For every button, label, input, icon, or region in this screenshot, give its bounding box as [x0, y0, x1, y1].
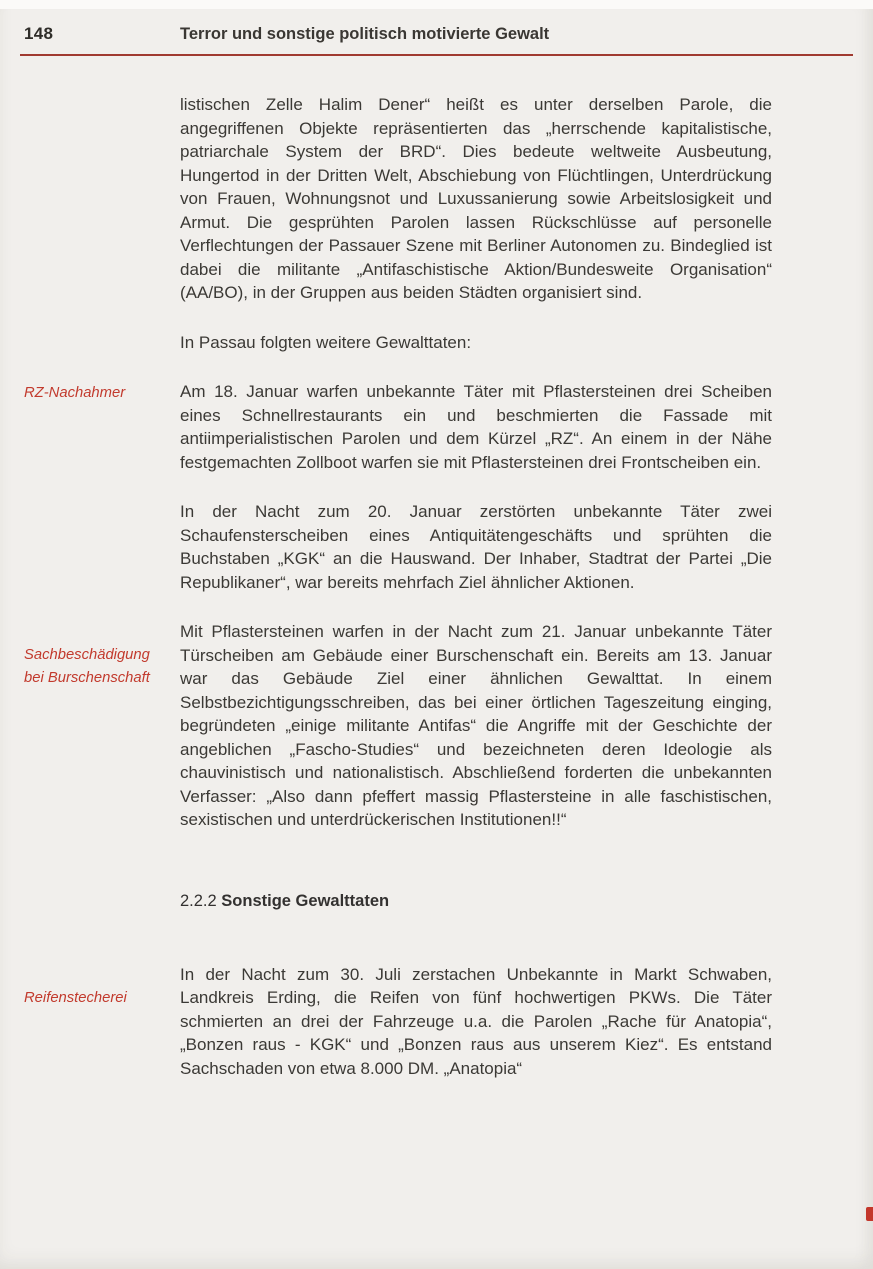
section-title: Sonstige Gewalttaten [221, 891, 390, 910]
section-heading [180, 892, 772, 911]
margin-note-rz-nachahmer: RZ-Nachahmer [24, 385, 126, 401]
paragraph-opening: listischen Zelle Halim Dener“ heißt es unter derselben Parole, die angegriffenen Objekte repräsentierten das „herrschende kapitalistische, patriarchale System der BRD“. Dies bedeute weltweite Ausbeutung, Hungertod in der Dritten Welt, Abschiebung von Flüchtlingen, Unterdrückung von Frauen, Wohnungsnot und Luxussanierung sowie Arbeitslosigkeit und Armut. Die gesprühten Parolen lassen Rückschlüsse auf personelle Verflechtungen der Passauer Szene mit Berliner Autonomen zu. Bindeglied ist dabei die militante „Antifaschistische Aktion/Bundesweite Organisation“ (AA/BO), in der Gruppen aus beiden Städten organisiert sind. [180, 95, 772, 302]
paragraph-row [0, 500, 873, 594]
page-number: 148 [24, 24, 54, 43]
margin-column [0, 620, 180, 832]
margin-column [0, 963, 180, 1081]
margin-note-reifenstecherei: Reifenstecherei [24, 989, 127, 1006]
paragraph-reifenstecherei: In der Nacht zum 30. Juli zerstachen Unbekannte in Markt Schwaben, Landkreis Erding, die Reifen von fünf hochwertigen PKWs. Die Täter schmierten an drei der Fahrzeuge u.a. die Parolen „Rache für Anatopia“, „Bonzen raus - KGK“ und „Bonzen raus aus unserem Kiez“. Es entstand Sachschaden von etwa 8.000 DM. „Anatopia“ [180, 964, 772, 1078]
scan-edge [0, 0, 873, 9]
text-column [180, 862, 772, 911]
header-rule [20, 54, 853, 56]
paragraph-row [0, 380, 873, 474]
margin-column [0, 331, 180, 355]
scan-red-edge-mark [866, 1207, 873, 1221]
text-column [180, 331, 772, 355]
paragraph-rz-nachahmer: Am 18. Januar warfen unbekannte Täter mit Pflastersteinen drei Scheiben eines Schnellrestaurants ein und beschmierten die Fassade mit antiimperialistischen Parolen und dem Kürzel „RZ“. An einem in der Nähe festgemachten Zollboot warfen sie mit Pflastersteinen drei Frontscheiben ein. [180, 382, 772, 472]
text-column [180, 620, 772, 832]
paragraph-antiquitaeten: In der Nacht zum 20. Januar zerstörten unbekannte Täter zwei Schaufensterscheiben eines Antiquitätengeschäfts und sprühten die Buchstaben „KGK“ an die Hauswand. Der Inhaber, Stadtrat der Partei „Die Republikaner“, war bereits mehrfach Ziel ähnlicher Aktionen. [180, 502, 772, 592]
paragraph-row [0, 620, 873, 832]
section-number: 2.2.2 [180, 891, 217, 910]
section-heading-row [0, 862, 873, 911]
paragraph-row [0, 963, 873, 1081]
text-column [180, 500, 772, 594]
margin-column [0, 93, 180, 305]
margin-note-sachbeschaedigung: Sachbeschädigung bei Burschenschaft [24, 647, 150, 686]
paragraph-burschenschaft: Mit Pflastersteinen warfen in der Nacht zum 21. Januar unbekannte Täter Türscheiben am Gebäude einer Burschenschaft ein. Bereits am 13. Januar war das Gebäude Ziel einer ähnlichen Gewalttat. In einem Selbstbezichtigungsschreiben, das bei einer örtlichen Tageszeitung einging, begründeten „einige militante Antifas“ die Angriffe mit der Geschichte der angeblichen „Fascho-Studies“ und bezeichneten deren Ideologie als chauvinistisch und nationalistisch. Abschließend forderten die unbekannten Verfasser: „Also dann pfeffert massig Pflastersteine in alle faschistischen, sexistischen und unterdrückerischen Institutionen!!“ [180, 622, 772, 829]
text-column [180, 380, 772, 474]
paragraph-row [0, 331, 873, 355]
margin-column [0, 380, 180, 474]
margin-column [0, 500, 180, 594]
page-content [0, 93, 873, 1106]
header-title: Terror und sonstige politisch motivierte Gewalt [180, 25, 550, 43]
text-column [180, 963, 772, 1081]
paragraph-row [0, 93, 873, 305]
margin-column [0, 862, 180, 911]
paragraph-passau: In Passau folgten weitere Gewalttaten: [180, 332, 472, 352]
text-column [180, 93, 772, 305]
